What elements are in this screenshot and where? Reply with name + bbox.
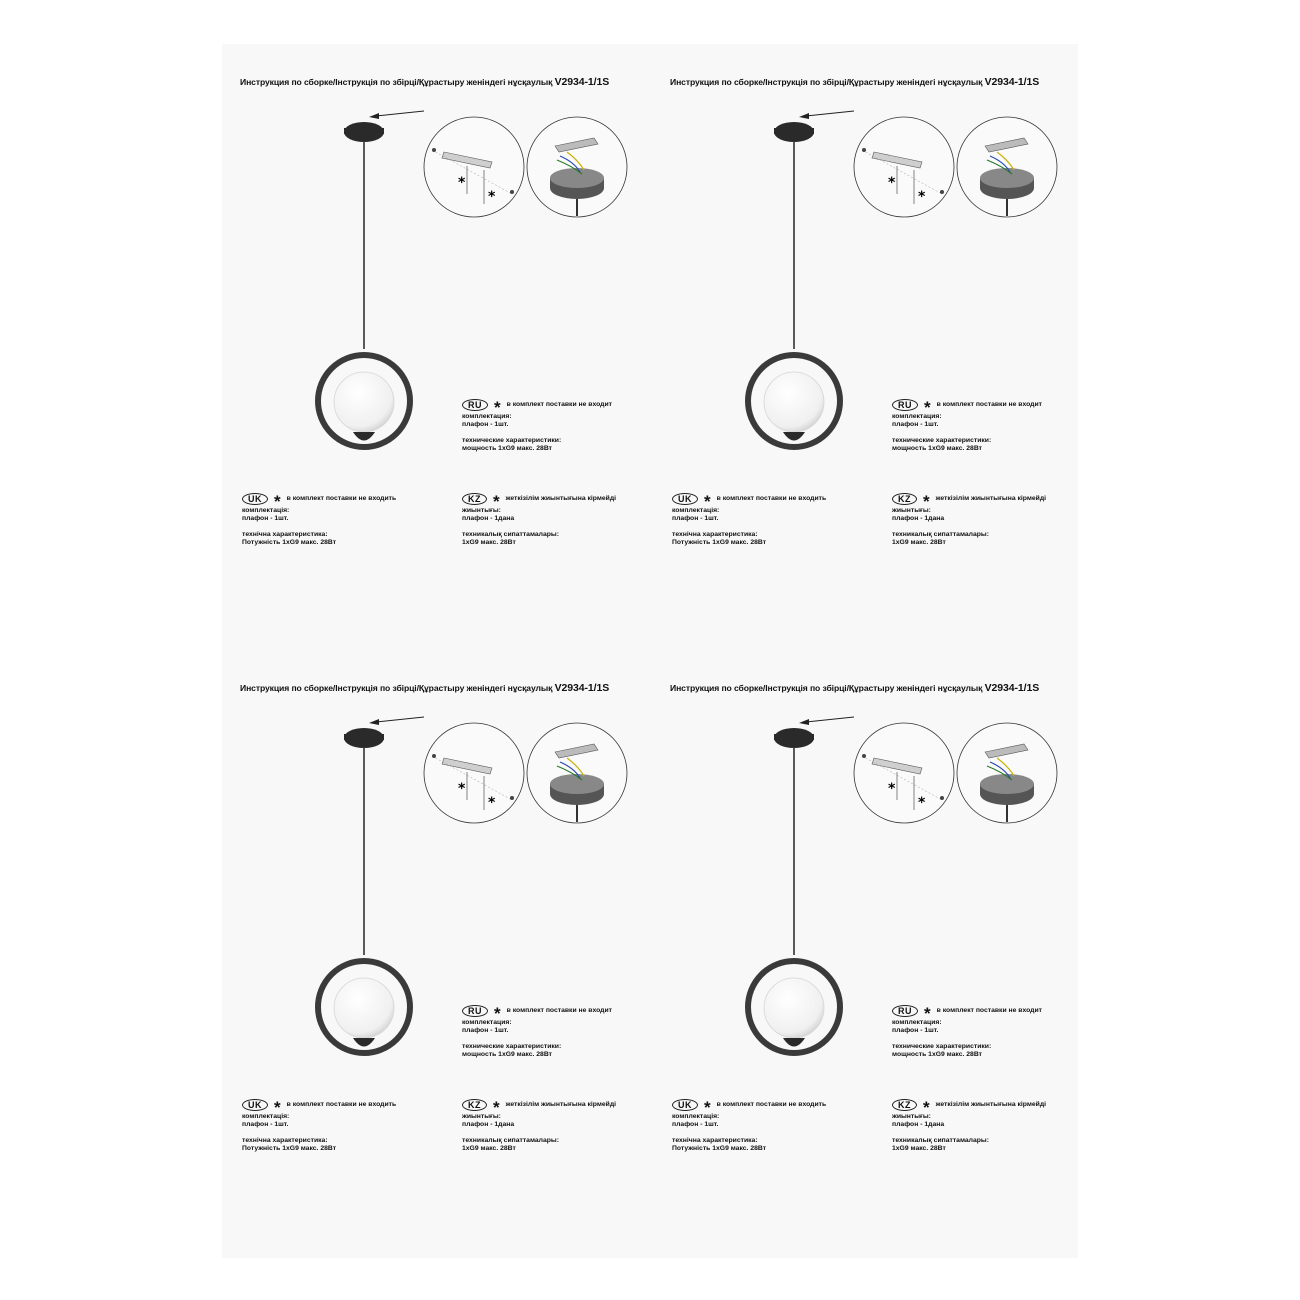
badge-kz: KZ (462, 493, 487, 505)
specs-value-uk: Потужність 1xG9 макс. 28Вт (672, 538, 767, 546)
title-text: Инструкция по сборке/Інструкція по збірці/Құрастыру женіндегі нұсқаулық (670, 77, 985, 87)
note-uk: в комплект поставки не входить (716, 1100, 827, 1108)
ceiling-canopy (344, 122, 384, 142)
badge-uk: UK (672, 493, 698, 505)
mount-arrow (369, 717, 424, 725)
specs-value-ru: мощность 1xG9 макс. 28Вт (462, 444, 552, 452)
instruction-sheet (222, 44, 1078, 1258)
svg-text:*: * (458, 781, 466, 797)
contents-label-uk: комплектація: (242, 1113, 290, 1120)
note-uk: в комплект поставки не входить (286, 494, 397, 502)
ceiling-canopy (774, 728, 814, 748)
asterisk-icon: * (494, 398, 501, 417)
contents-label-kz: жиынтығы: (892, 507, 931, 514)
asterisk-icon: * (704, 492, 711, 511)
glass-globe (334, 978, 394, 1038)
asterisk-icon: * (923, 492, 930, 511)
contents-value-uk: плафон - 1шт. (242, 1121, 289, 1129)
assembly-illustration (222, 44, 642, 644)
svg-text:*: * (488, 189, 496, 205)
section-kz (892, 1098, 1046, 1153)
section-ru (892, 398, 1042, 453)
note-kz: жеткізілім жиынтығына кірмейді (935, 1100, 1047, 1108)
contents-value-ru: плафон - 1шт. (892, 421, 939, 429)
section-uk (242, 492, 396, 547)
lamp-holder (353, 432, 375, 441)
specs-value-ru: мощность 1xG9 макс. 28Вт (462, 1050, 552, 1058)
badge-ru: RU (462, 399, 488, 411)
badge-kz: KZ (462, 1099, 487, 1111)
section-ru (462, 398, 612, 453)
svg-text:*: * (888, 175, 896, 191)
mount-arrow (799, 111, 854, 119)
glass-globe (764, 372, 824, 432)
badge-kz: KZ (892, 493, 917, 505)
section-uk (242, 1098, 396, 1153)
asterisk-icon: * (923, 1098, 930, 1117)
glass-globe (334, 372, 394, 432)
glass-globe (764, 978, 824, 1038)
ceiling-canopy (774, 122, 814, 142)
specs-label-kz: техникалық сипаттамалары: (892, 530, 989, 538)
specs-value-kz: 1xG9 макс. 28Вт (892, 538, 946, 546)
section-kz (462, 492, 616, 547)
svg-text:*: * (918, 795, 926, 811)
svg-text:*: * (888, 781, 896, 797)
title-text: Инструкция по сборке/Інструкція по збірці/Құрастыру женіндегі нұсқаулық (240, 683, 555, 693)
section-kz (462, 1098, 616, 1153)
assembly-illustration (652, 44, 1072, 644)
note-kz: жеткізілім жиынтығына кірмейді (505, 494, 617, 502)
specs-label-kz: техникалық сипаттамалары: (892, 1136, 989, 1144)
badge-uk: UK (242, 1099, 268, 1111)
specs-label-ru: технические характеристики: (892, 436, 992, 444)
badge-ru: RU (892, 1005, 918, 1017)
contents-label-kz: жиынтығы: (892, 1113, 931, 1120)
note-uk: в комплект поставки не входить (286, 1100, 397, 1108)
contents-label-kz: жиынтығы: (462, 1113, 501, 1120)
contents-label-ru: комплектация: (462, 1019, 512, 1026)
contents-label-ru: комплектация: (892, 413, 942, 420)
specs-value-kz: 1xG9 макс. 28Вт (892, 1144, 946, 1152)
contents-label-ru: комплектация: (462, 413, 512, 420)
contents-value-kz: плафон - 1дана (462, 515, 515, 523)
detail-bracket-circle (854, 723, 954, 823)
asterisk-icon: * (274, 1098, 281, 1117)
note-ru: в комплект поставки не входит (506, 400, 612, 408)
asterisk-icon: * (924, 1004, 931, 1023)
specs-value-uk: Потужність 1xG9 макс. 28Вт (672, 1144, 767, 1152)
badge-ru: RU (892, 399, 918, 411)
lamp-holder (783, 432, 805, 441)
section-ru (892, 1004, 1042, 1059)
contents-value-kz: плафон - 1дана (892, 1121, 945, 1129)
lamp-holder (783, 1038, 805, 1047)
specs-label-kz: техникалық сипаттамалары: (462, 1136, 559, 1144)
ceiling-canopy (344, 728, 384, 748)
model-code: V2934-1/1S (554, 682, 610, 694)
asterisk-icon: * (493, 492, 500, 511)
specs-value-uk: Потужність 1xG9 макс. 28Вт (242, 538, 337, 546)
assembly-illustration (652, 650, 1072, 1250)
mount-arrow (799, 717, 854, 725)
lamp-holder (353, 1038, 375, 1047)
note-kz: жеткізілім жиынтығына кірмейді (505, 1100, 617, 1108)
badge-uk: UK (672, 1099, 698, 1111)
detail-bracket-circle (424, 723, 524, 823)
note-uk: в комплект поставки не входить (716, 494, 827, 502)
svg-text:*: * (488, 795, 496, 811)
specs-value-ru: мощность 1xG9 макс. 28Вт (892, 444, 982, 452)
section-ru (462, 1004, 612, 1059)
contents-value-uk: плафон - 1шт. (242, 515, 289, 523)
badge-kz: KZ (892, 1099, 917, 1111)
contents-value-kz: плафон - 1дана (462, 1121, 515, 1129)
svg-text:*: * (918, 189, 926, 205)
note-ru: в комплект поставки не входит (936, 400, 1042, 408)
contents-value-uk: плафон - 1шт. (672, 1121, 719, 1129)
detail-wiring-circle (957, 117, 1057, 217)
badge-uk: UK (242, 493, 268, 505)
instruction-panel-bottom-right (652, 650, 1072, 1250)
detail-wiring-circle (527, 723, 627, 823)
specs-label-uk: технічна характеристика: (242, 530, 328, 538)
asterisk-icon: * (924, 398, 931, 417)
asterisk-icon: * (704, 1098, 711, 1117)
note-kz: жеткізілім жиынтығына кірмейді (935, 494, 1047, 502)
contents-value-ru: плафон - 1шт. (462, 1027, 509, 1035)
title-text: Инструкция по сборке/Інструкція по збірці/Құрастыру женіндегі нұсқаулық (670, 683, 985, 693)
specs-label-ru: технические характеристики: (462, 1042, 562, 1050)
contents-value-ru: плафон - 1шт. (462, 421, 509, 429)
contents-value-uk: плафон - 1шт. (672, 515, 719, 523)
section-kz (892, 492, 1046, 547)
instruction-panel-top-right (652, 44, 1072, 644)
asterisk-icon: * (493, 1098, 500, 1117)
instruction-panel-bottom-left (222, 650, 642, 1250)
specs-label-uk: технічна характеристика: (672, 1136, 758, 1144)
contents-label-kz: жиынтығы: (462, 507, 501, 514)
badge-ru: RU (462, 1005, 488, 1017)
specs-value-uk: Потужність 1xG9 макс. 28Вт (242, 1144, 337, 1152)
contents-value-ru: плафон - 1шт. (892, 1027, 939, 1035)
specs-label-uk: технічна характеристика: (242, 1136, 328, 1144)
detail-bracket-circle (854, 117, 954, 217)
model-code: V2934-1/1S (984, 682, 1040, 694)
asterisk-icon: * (494, 1004, 501, 1023)
specs-label-ru: технические характеристики: (462, 436, 562, 444)
specs-value-kz: 1xG9 макс. 28Вт (462, 538, 516, 546)
specs-label-uk: технічна характеристика: (672, 530, 758, 538)
note-ru: в комплект поставки не входит (506, 1006, 612, 1014)
svg-text:*: * (458, 175, 466, 191)
detail-bracket-circle (424, 117, 524, 217)
contents-label-uk: комплектація: (672, 1113, 720, 1120)
section-uk (672, 492, 826, 547)
instruction-panel-top-left (222, 44, 642, 644)
model-code: V2934-1/1S (554, 76, 610, 88)
specs-label-kz: техникалық сипаттамалары: (462, 530, 559, 538)
specs-label-ru: технические характеристики: (892, 1042, 992, 1050)
model-code: V2934-1/1S (984, 76, 1040, 88)
detail-wiring-circle (527, 117, 627, 217)
note-ru: в комплект поставки не входит (936, 1006, 1042, 1014)
contents-label-uk: комплектація: (672, 507, 720, 514)
section-uk (672, 1098, 826, 1153)
contents-label-ru: комплектация: (892, 1019, 942, 1026)
title-text: Инструкция по сборке/Інструкція по збірці/Құрастыру женіндегі нұсқаулық (240, 77, 555, 87)
assembly-illustration (222, 650, 642, 1250)
specs-value-kz: 1xG9 макс. 28Вт (462, 1144, 516, 1152)
specs-value-ru: мощность 1xG9 макс. 28Вт (892, 1050, 982, 1058)
contents-value-kz: плафон - 1дана (892, 515, 945, 523)
mount-arrow (369, 111, 424, 119)
contents-label-uk: комплектація: (242, 507, 290, 514)
detail-wiring-circle (957, 723, 1057, 823)
asterisk-icon: * (274, 492, 281, 511)
